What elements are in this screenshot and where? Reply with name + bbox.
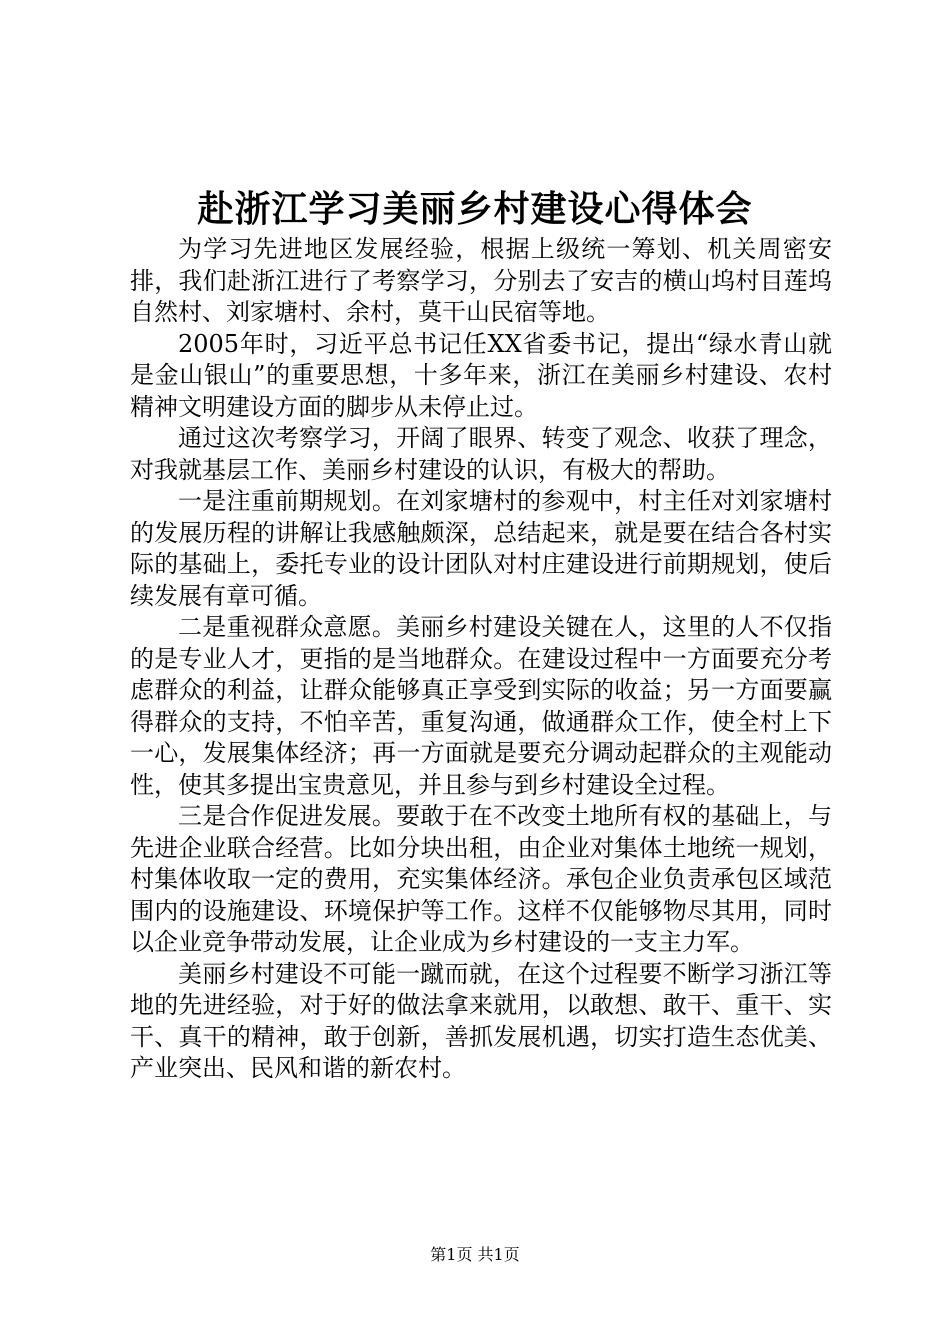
document-title: 赴浙江学习美丽乡村建设心得体会 [197, 188, 753, 230]
page-footer: 第1页 共1页 [430, 1245, 520, 1264]
paragraph-intro: 为学习先进地区发展经验，根据上级统一筹划、机关周密安排，我们赴浙江进行了考察学习，分别去了安吉的横山坞村目莲坞自然村、刘家塘村、余村，莫干山民宿等地。 [130, 235, 832, 326]
paragraph-conclusion: 美丽乡村建设不可能一蹴而就，在这个过程要不断学习浙江等地的先进经验，对于好的做法拿来就用，以敢想、敢干、重干、实干、真干的精神，敢于创新，善抓发展机遇，切实打造生态优美、产业突出、民风和谐的新农村。 [130, 959, 832, 1082]
document-body [130, 234, 832, 1085]
paragraph-point-one: 一是注重前期规划。在刘家塘村的参观中，村主任对刘家塘村的发展历程的讲解让我感触颇深，总结起来，就是要在结合各村实际的基础上，委托专业的设计团队对村庄建设进行前期规划，使后续发展有章可循。 [130, 487, 832, 610]
paragraph-takeaway: 通过这次考察学习，开阔了眼界、转变了观念、收获了理念，对我就基层工作、美丽乡村建设的认识，有极大的帮助。 [130, 424, 832, 484]
paragraph-point-three: 三是合作促进发展。要敢于在不改变土地所有权的基础上，与先进企业联合经营。比如分块出租，由企业对集体土地统一规划，村集体收取一定的费用，充实集体经济。承包企业负责承包区域范围内的设施建设、环境保护等工作。这样不仅能够物尽其用，同时以企业竞争带动发展，让企业成为乡村建设的一支主力军。 [130, 802, 832, 956]
paragraph-background: 2005年时，习近平总书记任XX省委书记，提出“绿水青山就是金山银山”的重要思想，十多年来，浙江在美丽乡村建设、农村精神文明建设方面的脚步从未停止过。 [130, 329, 832, 421]
paragraph-point-two: 二是重视群众意愿。美丽乡村建设关键在人，这里的人不仅指的是专业人才，更指的是当地群众。在建设过程中一方面要充分考虑群众的利益，让群众能够真正享受到实际的收益；另一方面要赢得群众的支持，不怕辛苦，重复沟通，做通群众工作，使全村上下一心，发展集体经济；再一方面就是要充分调动起群众的主观能动性，使其多提出宝贵意见，并且参与到乡村建设全过程。 [130, 613, 832, 799]
